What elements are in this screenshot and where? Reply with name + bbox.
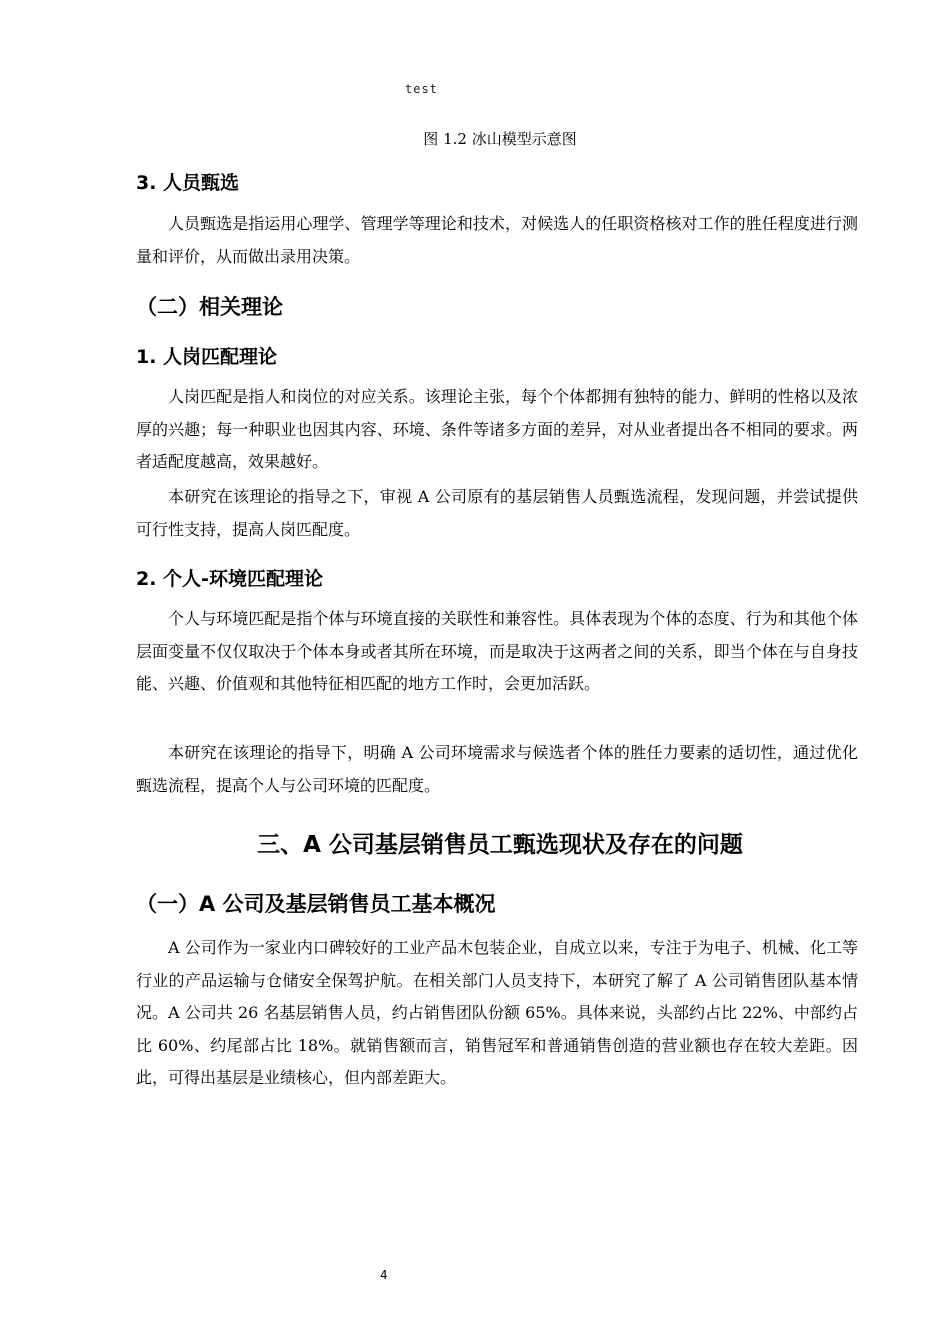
- paragraph-person-env-fit-2: 本研究在该理论的指导下，明确 A 公司环境需求与候选者个体的胜任力要素的适切性，通过优化甄选流程，提高个人与公司环境的匹配度。: [136, 743, 858, 795]
- section-heading-person-env-fit: 2. 个人-环境匹配理论: [136, 568, 323, 590]
- paragraph-overview: A 公司作为一家业内口碑较好的工业产品木包装企业，自成立以来，专注于为电子、机械、化工等行业的产品运输与仓储安全保驾护航。在相关部门人员支持下，本研究了解了 A 公司销售团队基本情况。A 公司共 26 名基层销售人员，约占销售团队份额 65%。具体来说，头部约占比 22%、中部约占比 60%、约尾部占比 18%。就销售额而言，销售冠军和普通销售创造的营业额也存在较大差距。因此，可得出基层是业绩核心，但内部差距大。: [136, 938, 858, 1087]
- section-heading-related-theory: （二）相关理论: [136, 295, 283, 319]
- chapter-heading: 三、A 公司基层销售员工甄选现状及存在的问题: [257, 832, 743, 858]
- paragraph-person-job-fit-1: 人岗匹配是指人和岗位的对应关系。该理论主张，每个个体都拥有独特的能力、鲜明的性格以及浓厚的兴趣；每一种职业也因其内容、环境、条件等诸多方面的差异，对从业者提出各不相同的要求。两者适配度越高，效果越好。: [136, 387, 858, 471]
- section-heading-overview: （一）A 公司及基层销售员工基本概况: [136, 892, 496, 916]
- section-heading-selection: 3. 人员甄选: [136, 172, 240, 194]
- page-number: 4: [380, 1268, 388, 1282]
- figure-caption: 图 1.2 冰山模型示意图: [423, 130, 577, 148]
- section-heading-person-job-fit: 1. 人岗匹配理论: [136, 346, 278, 368]
- paragraph-person-job-fit-2: 本研究在该理论的指导之下，审视 A 公司原有的基层销售人员甄选流程，发现问题，并尝试提供可行性支持，提高人岗匹配度。: [136, 487, 858, 539]
- test-label: test: [405, 82, 438, 96]
- paragraph-selection: 人员甄选是指运用心理学、管理学等理论和技术，对候选人的任职资格核对工作的胜任程度进行测量和评价，从而做出录用决策。: [136, 214, 858, 266]
- paragraph-person-env-fit-1: 个人与环境匹配是指个体与环境直接的关联性和兼容性。具体表现为个体的态度、行为和其他个体层面变量不仅仅取决于个体本身或者其所在环境，而是取决于这两者之间的关系，即当个体在与自身技能、兴趣、价值观和其他特征相匹配的地方工作时，会更加活跃。: [136, 609, 858, 693]
